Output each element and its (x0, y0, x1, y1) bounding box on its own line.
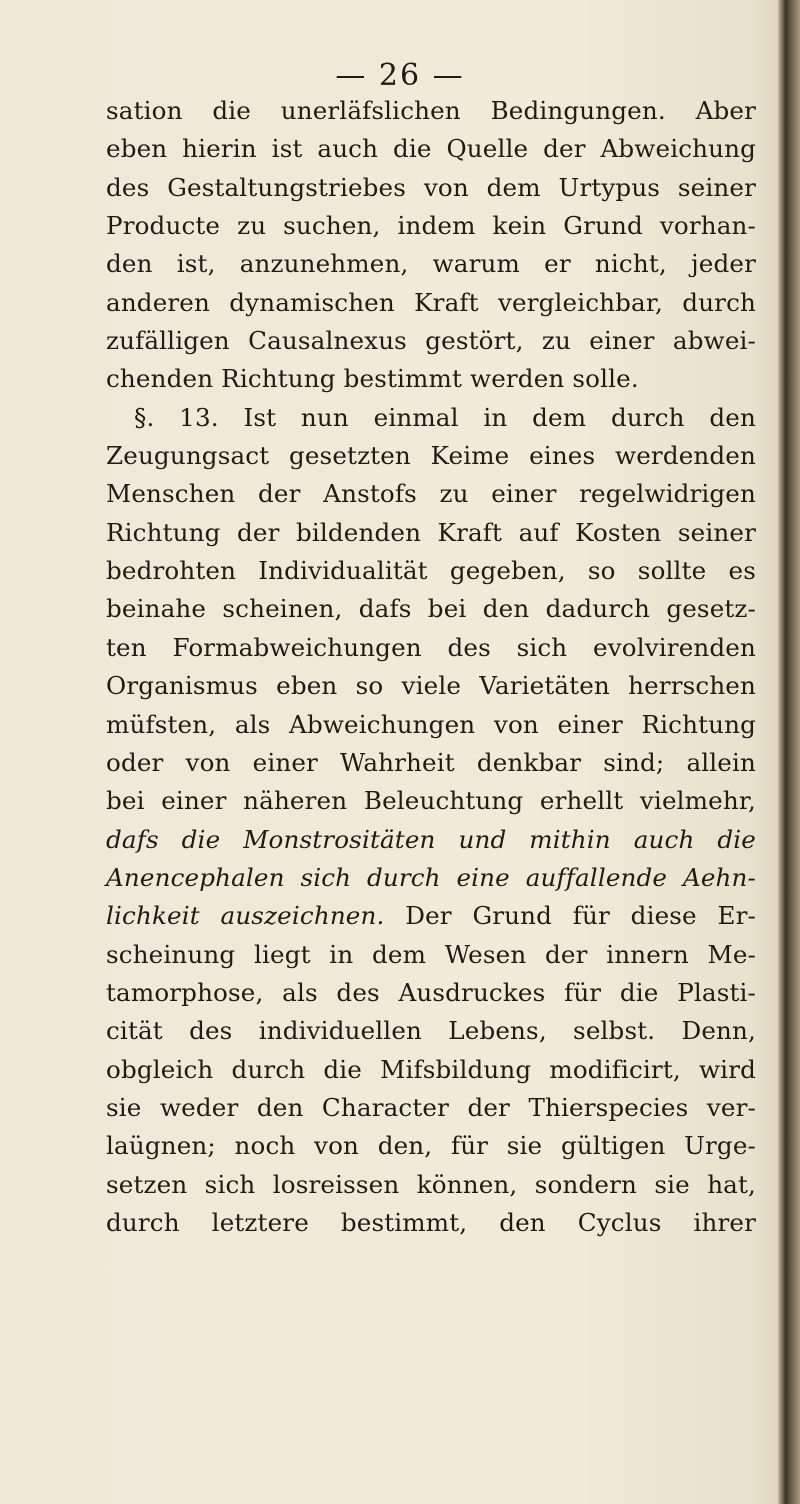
page-number: — 26 — (335, 58, 465, 93)
text-line: oder von einer Wahrheit denkbar sind; allein (106, 747, 756, 777)
text-line: eben hierin ist auch die Quelle der Abweichung (106, 134, 756, 164)
text-line: bedrohten Individualität gegeben, so sollte es (106, 556, 756, 586)
text-line: Menschen der Anstofs zu einer regelwidrigen (106, 479, 756, 509)
page-edge-shadow (778, 0, 800, 1504)
text-line: des Gestaltungstriebes von dem Urtypus seiner (106, 172, 756, 202)
text-line: sie weder den Character der Thierspecies ver- (106, 1092, 756, 1122)
text-line: tamorphose, als des Ausdruckes für die Plasti- (106, 977, 756, 1007)
italic-text-line: dafs die Monstrositäten und mithin auch die (106, 824, 756, 854)
text-line: durch letztere bestimmt, den Cyclus ihrer (106, 1207, 756, 1237)
text-line: Zeugungsact gesetzten Keime eines werdenden (106, 441, 756, 471)
text-line: obgleich durch die Mifsbildung modificirt, wird (106, 1054, 756, 1084)
italic-phrase: lichkeit auszeichnen. (106, 901, 385, 931)
italic-text-line: Anencephalen sich durch eine auffallende Aehn- (106, 862, 756, 892)
text-line: cität des individuellen Lebens, selbst. Denn, (106, 1016, 756, 1046)
text-line: setzen sich losreissen können, sondern sie hat, (106, 1169, 756, 1199)
text-line: chenden Richtung bestimmt werden solle. (106, 364, 639, 394)
text-line: zufälligen Causalnexus gestört, zu einer abwei- (106, 326, 756, 356)
text-line: scheinung liegt in dem Wesen der innern Me- (106, 939, 756, 969)
text-line: laügnen; noch von den, für sie gültigen Urge- (106, 1131, 756, 1161)
paragraph-start-line: §. 13. Ist nun einmal in dem durch den (134, 402, 756, 432)
text-line: anderen dynamischen Kraft vergleichbar, durch (106, 287, 756, 317)
roman-phrase: Der Grund für diese Er- (384, 901, 756, 931)
text-line: müfsten, als Abweichungen von einer Richtung (106, 709, 756, 739)
mixed-text-line (106, 897, 756, 935)
text-line: bei einer näheren Beleuchtung erhellt vielmehr, (106, 786, 756, 816)
text-line: den ist, anzunehmen, warum er nicht, jeder (106, 249, 756, 279)
text-line: sation die unerläfslichen Bedingungen. Aber (106, 96, 756, 125)
text-line: Producte zu suchen, indem kein Grund vorhan- (106, 211, 756, 241)
text-line: beinahe scheinen, dafs bei den dadurch gesetz- (106, 594, 756, 624)
text-line: ten Formabweichungen des sich evolvirenden (106, 632, 756, 662)
text-line: Richtung der bildenden Kraft auf Kosten seiner (106, 517, 756, 547)
body-text (106, 92, 756, 1242)
text-line: Organismus eben so viele Varietäten herrschen (106, 671, 756, 701)
